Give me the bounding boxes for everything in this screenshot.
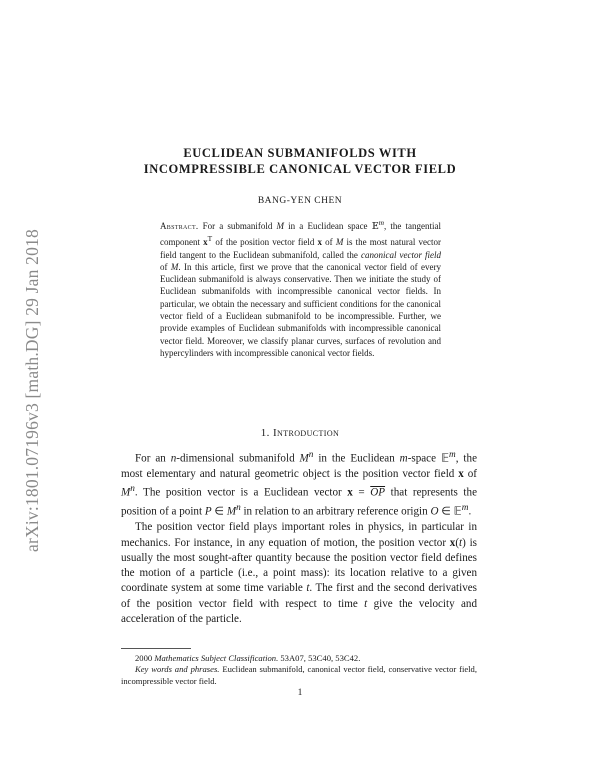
paragraph-1: For an n-dimensional submanifold $M^n$ in the Euclidean m-space 𝔼$^m$, the most elementary and natural geometric object is the position vector field x of $M^n$. The position vector is a Euclidean vector $x = \overline{OP}$ that represents the position of a point P ∈ $M^n$ in relation to an arbitrary reference origin O ∈ 𝔼$^m$.	[121, 450, 477, 518]
paragraph-2: The position vector field plays important roles in physics, in particular in mechanics. For instance, in any equation of motion, the position vector x(t) is usually the most sought-after quantity because the position vector field defines the motion of a particle (i.e., a point mass): its location relative to a given coordinate system at some time variable t. The first and the second derivatives of the position vector field with respect to time t give the velocity and acceleration of the particle.	[121, 521, 477, 626]
section-heading: 1. Introduction	[260, 427, 340, 439]
arxiv-stamp	[18, 190, 46, 590]
page-number: 1	[297, 688, 303, 698]
abstract-label: Abstract.	[160, 221, 199, 231]
canonical-term: canonical vector field	[360, 249, 441, 260]
footnote-keywords: Key words and phrases. Euclidean submanifold, canonical vector field, conservative vector field, incompressible vector field.	[121, 664, 477, 686]
abstract: Abstract. For a submanifold M in a Euclidean space 𝔼$^m$, the tangential component $x^T$ of the position vector field x of M is the most natural vector field tangent to the Euclidean submanifold, called the canonical vector field of M. In this article, first we prove that the canonical vector field of every Euclidean submanifold is always conservative. Then we initiate the study of Euclidean submanifolds with incompressible canonical vector fields. In particular, we obtain the necessary and sufficient conditions for the canonical vector field of a Euclidean submanifold to be incompressible. Further, we provide examples of Euclidean submanifolds with incompressible canonical vector field. Moreover, we classify planar curves, surfaces of revolution and hypercylinders with incompressible canonical vector fields.	[160, 218, 442, 358]
paper-title	[120, 145, 480, 177]
author-name: BANG-YEN CHEN	[257, 196, 343, 206]
footnote-msc: 2000 Mathematics Subject Classification. 53A07, 53C40, 53C42.	[135, 653, 361, 663]
title-line-2: INCOMPRESSIBLE CANONICAL VECTOR FIELD	[143, 162, 457, 176]
body-text	[121, 448, 477, 627]
title-line-1: EUCLIDEAN SUBMANIFOLDS WITH	[183, 146, 417, 160]
arxiv-id: arXiv:1801.07196v3 [math.DG] 29 Jan 2018	[21, 228, 42, 552]
footnote-rule	[121, 648, 191, 649]
